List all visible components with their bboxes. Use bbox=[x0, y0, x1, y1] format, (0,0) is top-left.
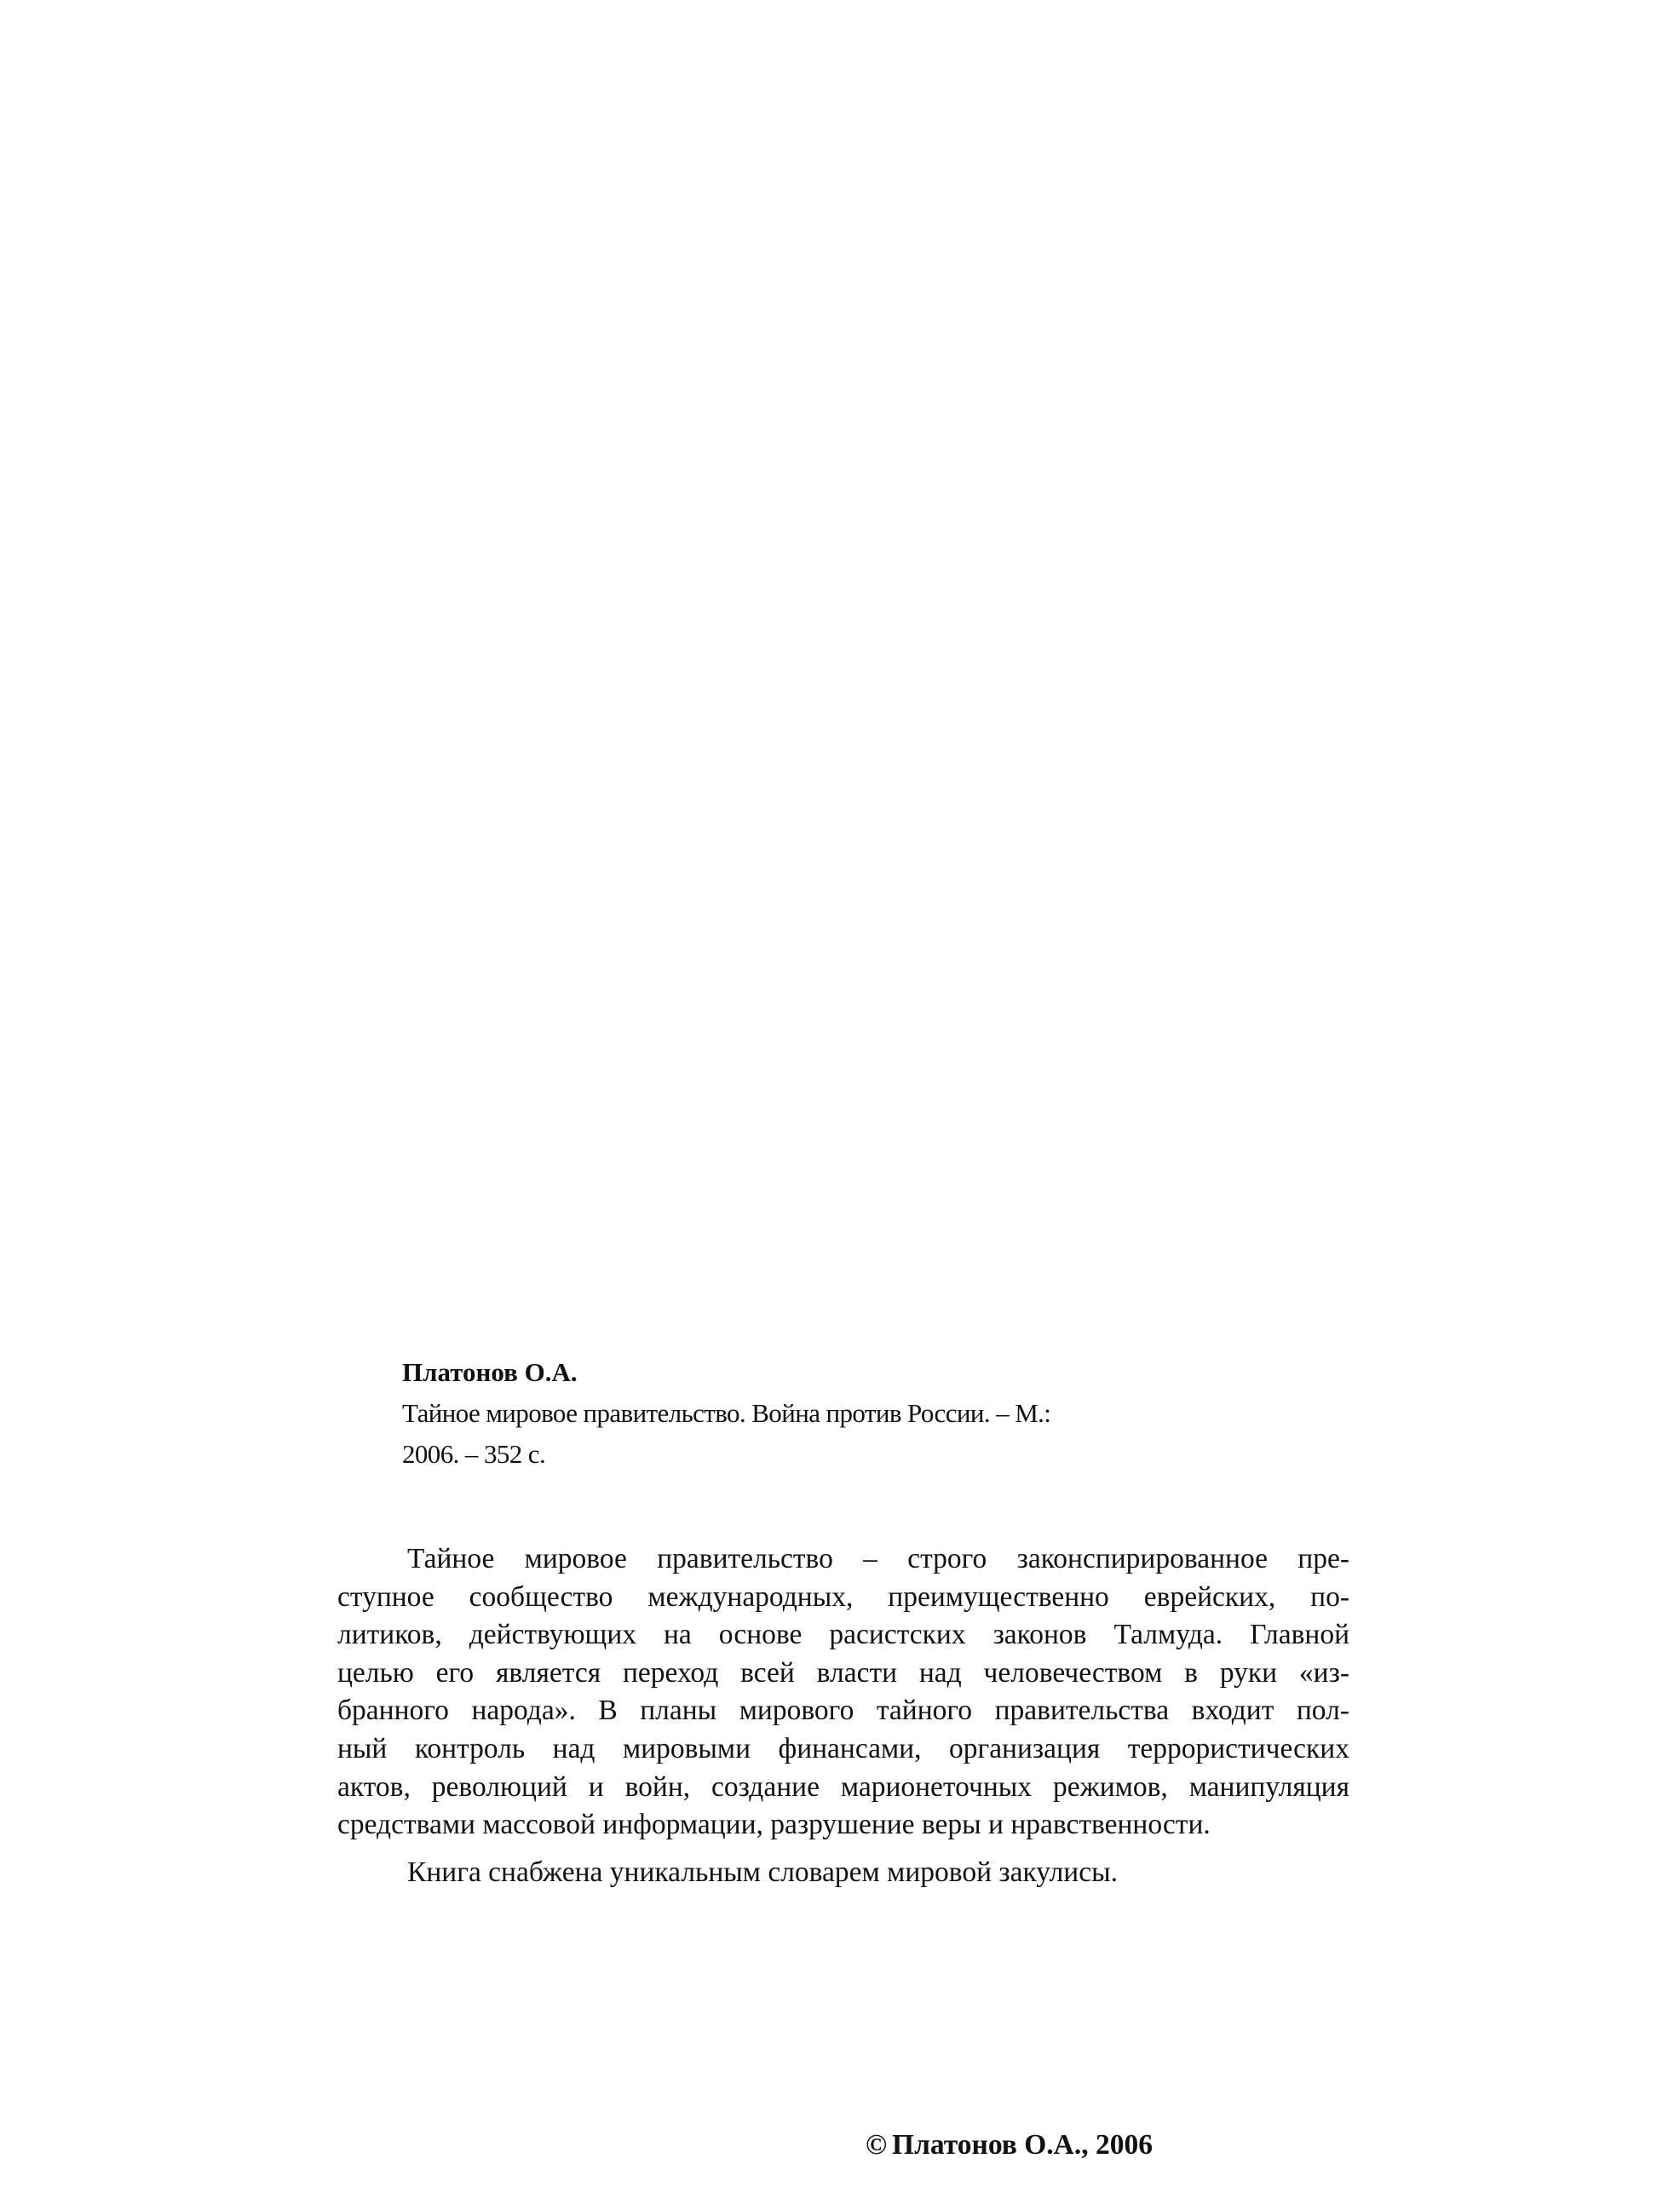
copyright-notice bbox=[866, 2127, 1153, 2164]
annotation-line: ступное сообщество международных, преимущественно еврейских, по- bbox=[337, 1580, 1349, 1613]
annotation-line: актов, революций и войн, создание марионеточных режимов, манипуляция bbox=[337, 1770, 1349, 1803]
publication-details: 2006. – 352 с. bbox=[402, 1439, 546, 1469]
annotation-line: целью его является переход всей власти над человечеством в руки «из- bbox=[337, 1656, 1349, 1689]
annotation-paragraph bbox=[337, 1540, 1349, 1845]
copyright-symbol: © bbox=[866, 2129, 888, 2161]
annotation-line: литиков, действующих на основе расистских законов Талмуда. Главной bbox=[337, 1619, 1349, 1651]
dictionary-note: Книга снабжена уникальным словарем мировой закулисы. bbox=[407, 1856, 1118, 1888]
annotation-line: средствами массовой информации, разрушение веры и нравственности. bbox=[337, 1809, 1211, 1841]
copyright-text: Платонов О.А., 2006 bbox=[892, 2129, 1153, 2161]
annotation-line: бранного народа». В планы мирового тайного правительства входит пол- bbox=[337, 1695, 1349, 1727]
annotation-line: ный контроль над мировыми финансами, организация террористических bbox=[337, 1732, 1349, 1764]
annotation-line: Тайное мировое правительство – строго законспирированное пре- bbox=[407, 1543, 1349, 1574]
bibliographic-record bbox=[402, 1352, 1254, 1475]
author-name: Платонов О.А. bbox=[402, 1357, 578, 1387]
book-title-line: Тайное мировое правительство. Война против России. – М.: bbox=[402, 1398, 1051, 1428]
